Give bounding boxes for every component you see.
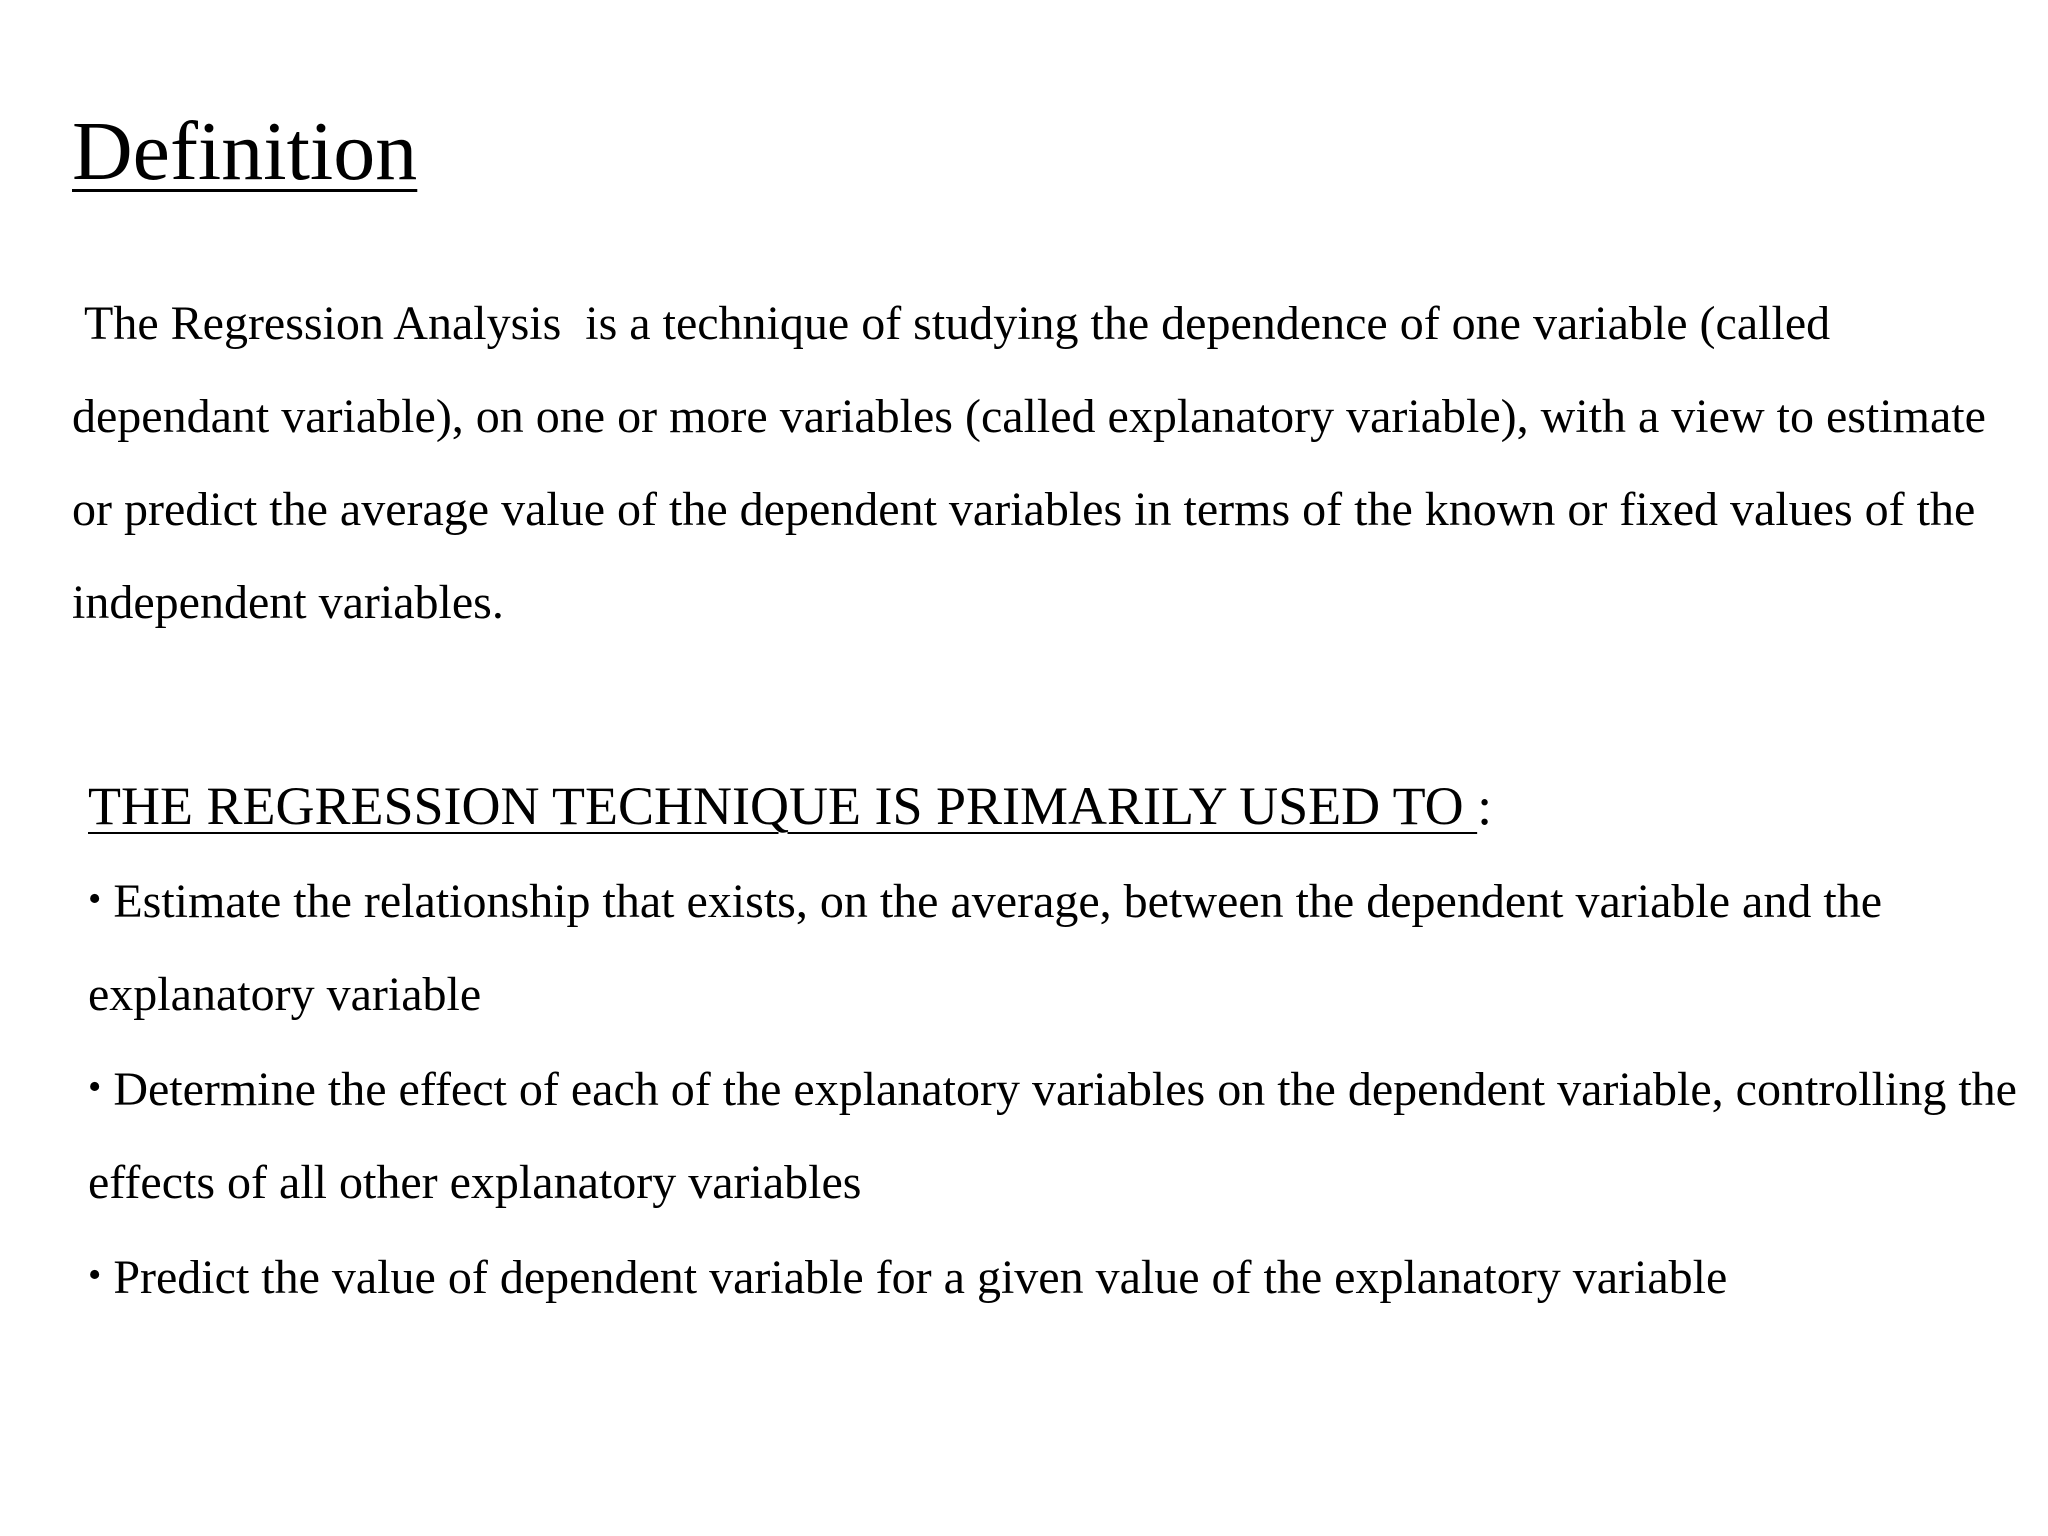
list-item-text: Predict the value of dependent variable for a given value of the explanatory variable [113,1251,1728,1304]
uses-heading-text: THE REGRESSION TECHNIQUE IS PRIMARILY USED TO [88,776,1478,836]
list-item [88,1229,2038,1324]
page-title: Definition [72,105,418,198]
bullet-icon: • [88,1254,102,1296]
list-item [88,853,2038,1041]
uses-heading [88,760,2038,853]
bullet-icon: • [88,1066,102,1108]
bullet-icon: • [88,878,102,920]
uses-section [88,760,2038,1324]
definition-paragraph: The Regression Analysis is a technique of studying the dependence of one variable (called dependant variable), on one or more variables (called explanatory variable), with a view to estimate or predict the average value of the dependent variables in terms of the known or fixed values of the independent variables. [72,297,1998,629]
uses-list [88,853,2038,1324]
uses-heading-colon: : [1477,776,1493,836]
list-item [88,1041,2038,1229]
list-item-text: Determine the effect of each of the explanatory variables on the dependent variable, controlling the effects of all other explanatory variables [88,1063,2017,1209]
list-item-text: Estimate the relationship that exists, on the average, between the dependent variable and the explanatory variable [88,875,1882,1021]
